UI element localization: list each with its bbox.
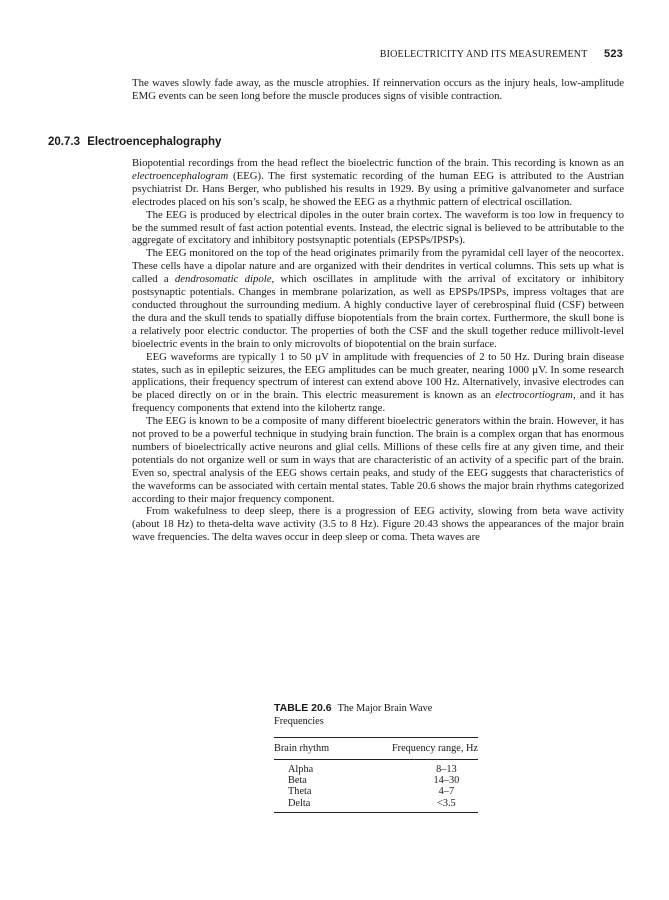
term-electroencephalogram: electroencephalogram xyxy=(132,169,229,182)
rhythm-cell: Beta xyxy=(288,775,307,787)
table-row xyxy=(274,786,478,797)
table-caption xyxy=(274,702,478,728)
running-head xyxy=(380,48,623,60)
table-row xyxy=(274,798,478,813)
page-number: 523 xyxy=(604,48,623,60)
frequency-cell: 4–7 xyxy=(438,786,455,798)
lead-paragraph-block xyxy=(132,77,624,103)
paragraph-2: The EEG is produced by electrical dipoles in the outer brain cortex. The waveform is too low in frequency to be the summed result of fast action potential events. Instead, the electric signal is believed to be attributable to the aggregate of excitatory and inhibitory postsynaptic potentials (EPSPs/IPSPs). xyxy=(132,208,624,247)
table xyxy=(274,737,478,813)
paragraph-3: The EEG monitored on the top of the head originates primarily from the pyramidal cell layer of the neocortex. These cells have a dipolar nature and are organized with their dendrites in vertical columns. This sets up what is called a dendrosomatic dipole, which oscillates in amplitude with the arrival of excitatory or inhibitory postsynaptic potentials. Changes in membrane polarization, as well as EPSPs/IPSPs, impress voltages that are conducted throughout the surrounding medium. A highly conductive layer of cerebrospinal fluid (CSF) between the dura and the skull tends to spatially diffuse biopotentials from the brain cortex. Furthermore, the skull bone is a relatively poor electric conductor. The properties of both the CSF and the skull together reduce millivolt-level bioelectric events in the brain to only microvolts of biopotential on the brain surface. xyxy=(132,247,624,350)
header-brain-rhythm: Brain rhythm xyxy=(274,738,353,760)
frequency-cell: 8–13 xyxy=(436,764,457,775)
table-title: The Major Brain Wave Frequencies xyxy=(274,703,433,727)
paragraph-4: EEG waveforms are typically 1 to 50 µV in amplitude with frequencies of 2 to 50 Hz. During brain disease states, such as in epileptic seizures, the EEG amplitudes can be much greater, nearing 1000 µV. In some research applications, their frequency spectrum of interest can extend above 100 Hz. Alternatively, invasive electrodes can be placed directly on or in the brain. This electric measurement is known as an electrocortiogram, and it has frequency components that extend into the kilohertz range. xyxy=(132,350,624,415)
table-row xyxy=(274,760,478,776)
paragraph-5: The EEG is known to be a composite of many different bioelectric generators within the brain. However, it has not proved to be a powerful technique in studying brain function. The brain is a complex organ that has enormous numbers of bioelectrically active neurons and glial cells. Millions of these cells fire at any given time, and their potentials do not organize well or sum in ways that are characteristic of an activity of a specific part of the brain. Even so, spectral analysis of the EEG shows certain peaks, and study of the EEG suggests that characteristics of the waveforms can be associated with certain mental states. Table 20.6 shows the major brain rhythms categorized according to their major frequency component. xyxy=(132,415,624,505)
rhythm-cell: Theta xyxy=(288,786,312,798)
section-title: Electroencephalography xyxy=(87,136,222,148)
rhythm-cell: Delta xyxy=(274,798,353,813)
term-electrocortiogram: electrocortiogram xyxy=(495,389,573,402)
section-body xyxy=(132,157,624,544)
running-title: BIOELECTRICITY AND ITS MEASUREMENT xyxy=(379,49,588,60)
frequency-cell: <3.5 xyxy=(353,798,478,813)
header-frequency-range: Frequency range, Hz xyxy=(353,738,478,760)
paragraph-1: Biopotential recordings from the head reflect the bioelectric function of the brain. This recording is known as an electroencephalogram (EEG). The first systematic recording of the human EEG is attributed to the Austrian psychiatrist Dr. Hans Berger, who published his results in 1929. By using a primitive galvanometer and surface electrodes placed on his son’s scalp, he showed the EEG as a rhythmic pattern of electrical oscillation. xyxy=(132,157,624,208)
table-row xyxy=(274,775,478,786)
section-heading xyxy=(48,136,221,148)
paragraph-6: From wakefulness to deep sleep, there is a progression of EEG activity, slowing from beta wave activity (about 18 Hz) to theta-delta wave activity (3.5 to 8 Hz). Figure 20.43 shows the appearances of the major brain wave frequencies. The delta waves occur in deep sleep or coma. Theta waves are xyxy=(132,505,624,544)
lead-paragraph: The waves slowly fade away, as the muscle atrophies. If reinnervation occurs as the injury heals, low-amplitude EMG events can be seen long before the muscle produces signs of visible contraction. xyxy=(132,77,624,102)
brain-wave-table xyxy=(274,702,478,813)
table-label: TABLE 20.6 xyxy=(274,702,332,714)
rhythm-cell: Alpha xyxy=(288,764,314,775)
table-header-row xyxy=(274,738,478,760)
frequency-cell: 14–30 xyxy=(433,775,460,787)
section-number: 20.7.3 xyxy=(48,136,80,148)
term-dendrosomatic-dipole: dendrosomatic dipole xyxy=(174,273,272,286)
